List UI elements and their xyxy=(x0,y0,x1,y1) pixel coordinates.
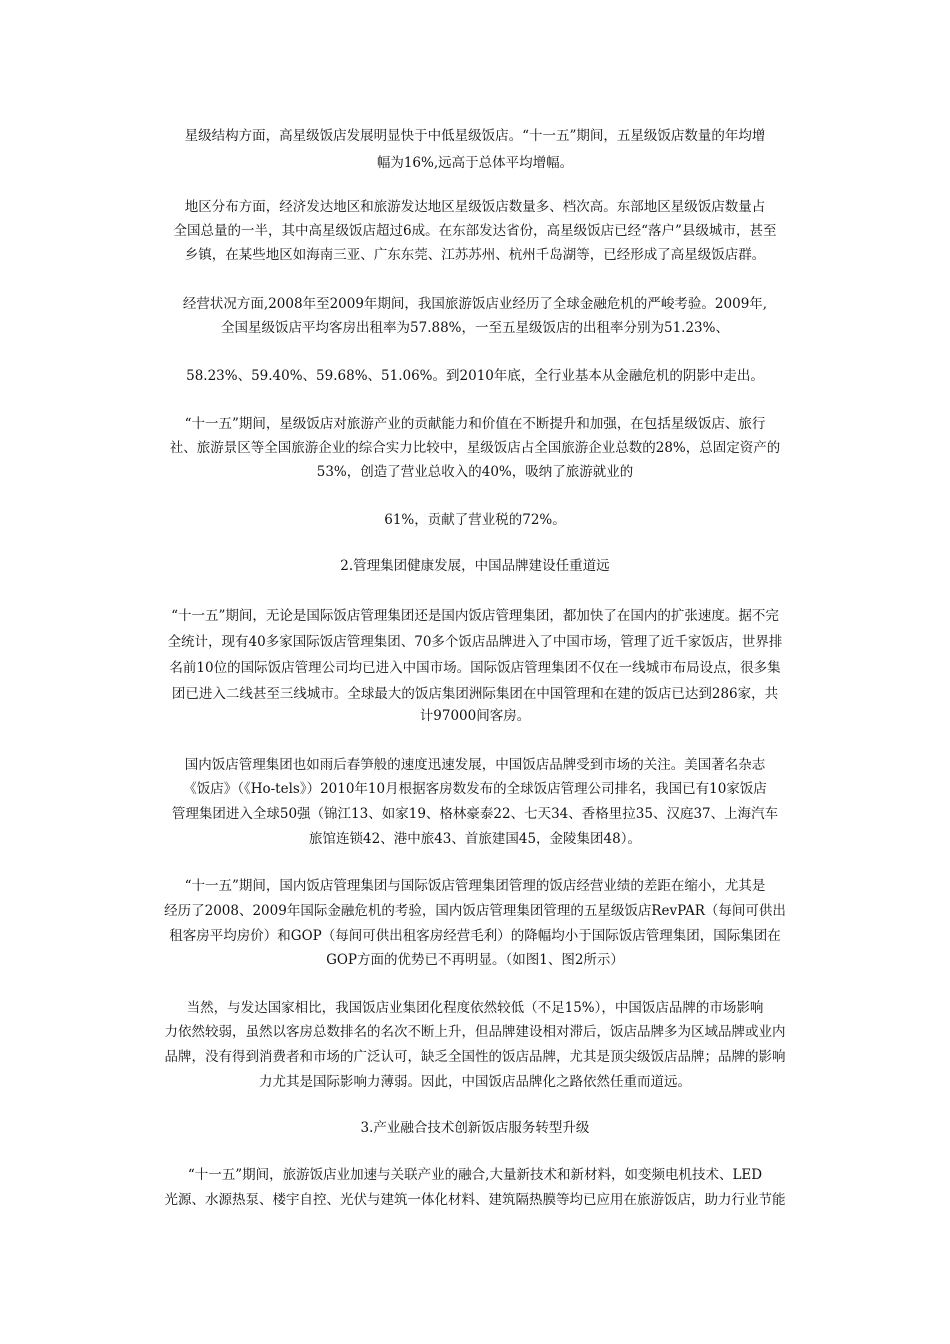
text-line: 品牌，没有得到消费者和市场的广泛认可，缺乏全国性的饭店品牌，尤其是顶尖级饭店品牌；品牌的影响 xyxy=(164,1049,786,1065)
text-line: 53%，创造了营业总收入的40%，吸纳了旅游就业的 xyxy=(316,464,634,480)
text-line: 58.23%、59.40%、59.68%、51.06%。到2010年底，全行业基本从金融危机的阴影中走出。 xyxy=(186,368,764,384)
text-line: 光源、水源热泵、楼宇自控、光伏与建筑一体化材料、建筑隔热膜等均已应用在旅游饭店，助力行业节能 xyxy=(164,1192,786,1208)
text-line: 经营状况方面,2008年至2009年期间，我国旅游饭店业经历了全球金融危机的严峻考验。2009年, xyxy=(182,296,768,312)
text-line: 力尤其是国际影响力薄弱。因此，中国饭店品牌化之路依然任重而道远。 xyxy=(259,1074,691,1090)
text-line: “十一五”期间，星级饭店对旅游产业的贡献能力和价值在不断提升和加强，在包括星级饭店、旅行 xyxy=(184,416,766,432)
text-line: 幅为16%,远高于总体平均增幅。 xyxy=(376,155,574,171)
text-line: 社、旅游景区等全国旅游企业的综合实力比较中，星级饭店占全国旅游企业总数的28%，总固定资产的 xyxy=(169,440,781,456)
text-line: 经历了2008、2009年国际金融危机的考验，国内饭店管理集团管理的五星级饭店RevPAR（每间可供出 xyxy=(164,903,786,919)
text-line: 当然，与发达国家相比，我国饭店业集团化程度依然较低（不足15%），中国饭店品牌的市场影响 xyxy=(186,1000,764,1016)
text-line: “十一五”期间，国内饭店管理集团与国际饭店管理集团管理的饭店经营业绩的差距在缩小，尤其是 xyxy=(184,878,766,894)
heading-line: 3.产业融合技术创新饭店服务转型升级 xyxy=(360,1120,590,1136)
text-line: 全国星级饭店平均客房出租率为57.88%，一至五星级饭店的出租率分别为51.23%、 xyxy=(221,320,729,336)
text-line: 旅馆连锁42、港中旅43、首旅建国45，金陵集团48）。 xyxy=(309,831,641,847)
text-line: 全国总量的一半，其中高星级饭店超过6成。在东部发达省份，高星级饭店已经“落户”县级城市，甚至 xyxy=(173,223,777,239)
text-line: 国内饭店管理集团也如雨后春笋般的速度迅速发展，中国饭店品牌受到市场的关注。美国著名杂志 xyxy=(184,757,766,773)
text-line: 星级结构方面，高星级饭店发展明显快于中低星级饭店。“十一五”期间，五星级饭店数量的年均增 xyxy=(184,128,766,144)
text-line: 力依然较弱，虽然以客房总数排名的名次不断上升，但品牌建设相对滞后，饭店品牌多为区域品牌或业内 xyxy=(164,1024,786,1040)
text-line: “十一五”期间，旅游饭店业加速与关联产业的融合,大量新技术和新材料，如变频电机技术、LED xyxy=(187,1167,763,1183)
text-line: 乡镇，在某些地区如海南三亚、广东东莞、江苏苏州、杭州千岛湖等，已经形成了高星级饭店群。 xyxy=(184,247,766,263)
text-line: 计97000间客房。 xyxy=(419,708,531,724)
text-line: 61%，贡献了营业税的72%。 xyxy=(384,512,566,528)
heading-line: 2.管理集团健康发展，中国品牌建设任重道远 xyxy=(340,558,610,574)
text-line: 团已进入二线甚至三线城市。全球最大的饭店集团洲际集团在中国管理和在建的饭店已达到286家，共 xyxy=(171,686,779,702)
text-line: GOP方面的优势已不再明显。（如图1、图2所示） xyxy=(326,952,624,968)
text-line: “十一五”期间，无论是国际饭店管理集团还是国内饭店管理集团，都加快了在国内的扩张速度。据不完 xyxy=(171,608,779,624)
text-line: 全统计，现有40多家国际饭店管理集团、70多个饭店品牌进入了中国市场，管理了近千家饭店，世界排 xyxy=(167,634,783,650)
text-line: 租客房平均房价）和GOP（每间可供出租客房经营毛利）的降幅均小于国际饭店管理集团，国际集团在 xyxy=(169,928,781,944)
text-line: 名前10位的国际饭店管理公司均已进入中国市场。国际饭店管理集团不仅在一线城市布局设点，很多集 xyxy=(169,660,781,676)
text-line: 地区分布方面，经济发达地区和旅游发达地区星级饭店数量多、档次高。东部地区星级饭店数量占 xyxy=(184,199,766,215)
text-line: 《饭店》（《Ho-tels》）2010年10月根据客房数发布的全球饭店管理公司排名，我国已有10家饭店 xyxy=(183,781,767,797)
text-line: 管理集团进入全球50强（锦江13、如家19、格林豪泰22、七天34、香格里拉35、汉庭37、上海汽车 xyxy=(171,806,779,822)
